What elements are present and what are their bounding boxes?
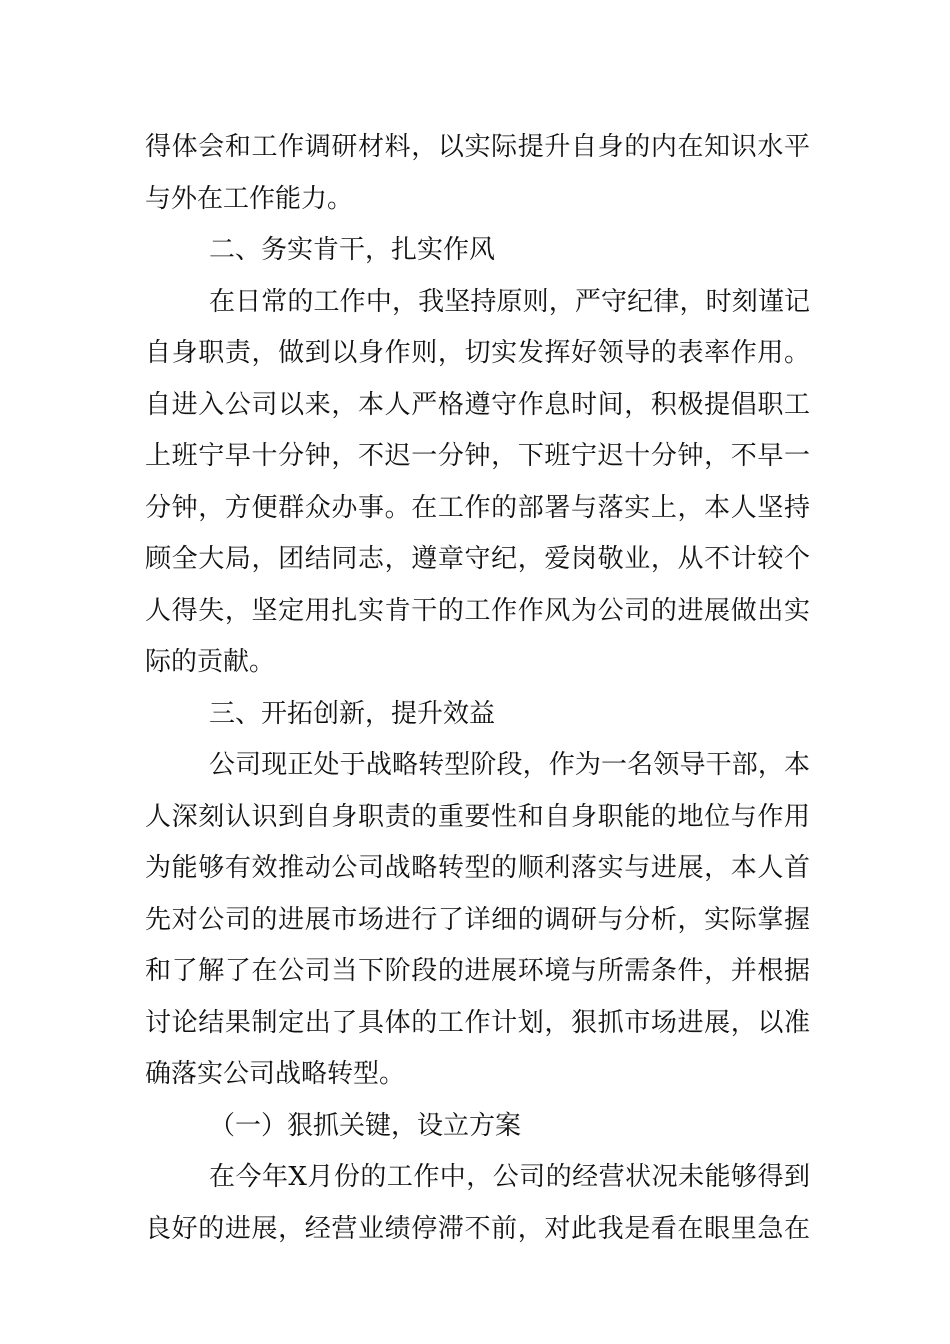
- document-body: [145, 122, 810, 1255]
- text-line: 和了解了在公司当下阶段的进展环境与所需条件，并根据: [145, 956, 810, 986]
- text-line: 顾全大局，团结同志，遵章守纪，爱岗敬业，从不计较个: [145, 544, 810, 574]
- paragraph-first-line: 在日常的工作中，我坚持原则，严守纪律，时刻谨记: [209, 286, 810, 317]
- paragraph-first-line: 在今年X月份的工作中，公司的经营状况未能够得到: [209, 1162, 810, 1192]
- section-heading: 二、务实肯干，扎实作风: [209, 235, 496, 265]
- text-line: 上班宁早十分钟，不迟一分钟，下班宁迟十分钟，不早一: [145, 441, 810, 471]
- text-line: 自身职责，做到以身作则，切实发挥好领导的表率作用。: [145, 338, 810, 368]
- text-line: 得体会和工作调研材料，以实际提升自身的内在知识水平: [145, 132, 810, 162]
- text-line: 人得失，坚定用扎实肯干的工作作风为公司的进展做出实: [145, 595, 810, 626]
- text-line: 际的贡献。: [145, 647, 276, 677]
- paragraph-first-line: 公司现正处于战略转型阶段，作为一名领导干部，本: [209, 750, 810, 780]
- text-line: 人深刻认识到自身职责的重要性和自身职能的地位与作用: [145, 801, 810, 832]
- text-line: 为能够有效推动公司战略转型的顺利落实与进展，本人首: [145, 853, 810, 883]
- text-line: 自进入公司以来，本人严格遵守作息时间，积极提倡职工: [145, 389, 810, 420]
- text-line: 分钟，方便群众办事。在工作的部署与落实上，本人坚持: [145, 492, 810, 523]
- text-line: 先对公司的进展市场进行了详细的调研与分析，实际掌握: [145, 904, 810, 935]
- text-line: 良好的进展，经营业绩停滞不前，对此我是看在眼里急在: [145, 1213, 810, 1244]
- text-line: 与外在工作能力。: [145, 183, 354, 214]
- text-line: 确落实公司战略转型。: [145, 1059, 406, 1089]
- subsection-heading: （一）狠抓关键，设立方案: [209, 1110, 522, 1141]
- text-line: 讨论结果制定出了具体的工作计划，狠抓市场进展，以准: [145, 1007, 810, 1038]
- section-heading: 三、开拓创新，提升效益: [209, 698, 496, 729]
